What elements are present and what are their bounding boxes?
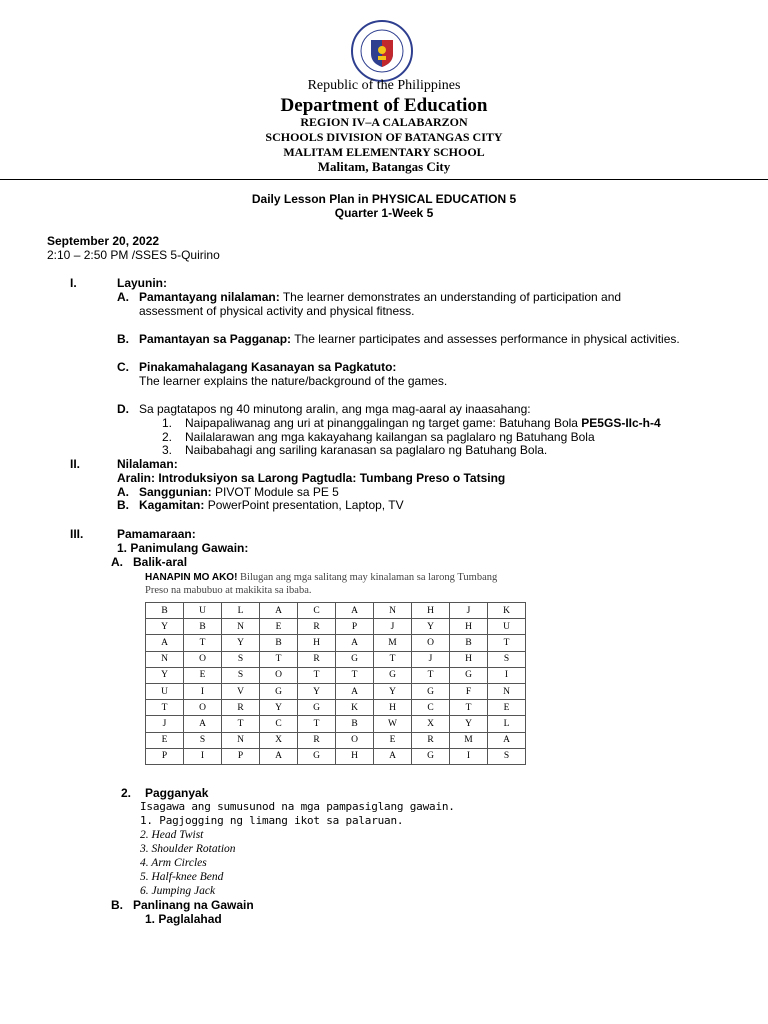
grid-cell: K <box>336 700 374 716</box>
grid-cell: C <box>412 700 450 716</box>
grid-cell: L <box>488 716 526 732</box>
grid-cell: J <box>374 619 412 635</box>
grid-cell: A <box>336 683 374 699</box>
grid-cell: I <box>184 683 222 699</box>
grid-cell: P <box>222 748 260 764</box>
item-c-letter: C. <box>117 360 129 374</box>
grid-cell: G <box>412 748 450 764</box>
grid-cell: Y <box>222 635 260 651</box>
grid-cell: A <box>336 635 374 651</box>
grid-row <box>146 667 526 683</box>
grid-cell: A <box>260 748 298 764</box>
grid-cell: M <box>450 732 488 748</box>
grid-cell: R <box>222 700 260 716</box>
grid-cell: Y <box>412 619 450 635</box>
lesson-plan-title: Daily Lesson Plan in PHYSICAL EDUCATION 5 <box>251 192 517 206</box>
reference-text: PIVOT Module sa PE 5 <box>215 485 339 499</box>
wordsearch-instr-text-2: Preso na mabubuo at makikita sa ibaba. <box>145 585 312 596</box>
competency-text: The learner explains the nature/background of the games. <box>139 374 448 388</box>
activity-3: 3. Shoulder Rotation <box>140 843 236 855</box>
objective-1-num: 1. <box>162 416 173 430</box>
grid-cell: F <box>450 683 488 699</box>
grid-cell: Y <box>146 667 184 683</box>
grid-cell: T <box>488 635 526 651</box>
grid-row <box>146 651 526 667</box>
grid-cell: A <box>184 716 222 732</box>
lesson-time-section: 2:10 – 2:50 PM /SSES 5-Quirino <box>47 248 220 262</box>
wordsearch-grid <box>145 602 526 765</box>
grid-cell: S <box>488 748 526 764</box>
activity-2: 2. Head Twist <box>140 829 204 841</box>
competency-label: Pinakamahalagang Kasanayan sa Pagkatuto: <box>139 360 397 374</box>
grid-cell: T <box>260 651 298 667</box>
grid-cell: J <box>450 603 488 619</box>
materials <box>139 498 404 512</box>
grid-cell: G <box>298 700 336 716</box>
grid-cell: I <box>488 667 526 683</box>
grid-cell: G <box>374 667 412 683</box>
grid-cell: T <box>146 700 184 716</box>
wordsearch-instr-bold: HANAPIN MO AKO! <box>145 572 238 583</box>
grid-cell: T <box>450 700 488 716</box>
grid-cell: T <box>298 667 336 683</box>
grid-cell: E <box>260 619 298 635</box>
grid-cell: S <box>222 667 260 683</box>
materials-text: PowerPoint presentation, Laptop, TV <box>207 498 404 512</box>
section-1-numeral: I. <box>70 276 77 290</box>
activity-6: 6. Jumping Jack <box>140 885 216 897</box>
grid-cell: O <box>260 667 298 683</box>
performance-standard <box>139 332 680 346</box>
grid-cell: O <box>336 732 374 748</box>
grid-cell: G <box>336 651 374 667</box>
grid-cell: E <box>488 700 526 716</box>
section-1-heading: Layunin: <box>117 276 167 290</box>
balik-aral-label: Balik-aral <box>133 555 188 569</box>
item-b3-letter: B. <box>111 898 123 912</box>
grid-cell: T <box>222 716 260 732</box>
deped-seal <box>347 20 417 82</box>
grid-row <box>146 603 526 619</box>
wordsearch-instructions <box>145 571 497 597</box>
grid-cell: H <box>336 748 374 764</box>
grid-cell: G <box>412 683 450 699</box>
lesson-date: September 20, 2022 <box>47 234 160 248</box>
grid-cell: I <box>184 748 222 764</box>
grid-cell: T <box>374 651 412 667</box>
location-line: Malitam, Batangas City <box>317 159 451 174</box>
grid-cell: Y <box>450 716 488 732</box>
aralin-title: Aralin: Introduksiyon sa Larong Pagtudla: Tumbang Preso o Tatsing <box>117 471 506 485</box>
panlinang-label: Panlinang na Gawain <box>133 898 254 912</box>
pagganyak-instructions: Isagawa ang sumusunod na mga pampasiglang gawain. <box>140 800 455 813</box>
grid-cell: V <box>222 683 260 699</box>
item-a2-letter: A. <box>117 485 129 499</box>
grid-cell: N <box>222 619 260 635</box>
activity-4: 4. Arm Circles <box>140 857 207 869</box>
grid-cell: R <box>298 732 336 748</box>
grid-cell: N <box>374 603 412 619</box>
grid-cell: H <box>412 603 450 619</box>
item-a3-letter: A. <box>111 555 123 569</box>
paglalahad: 1. Paglalahad <box>145 912 222 926</box>
grid-cell: N <box>146 651 184 667</box>
grid-cell: H <box>374 700 412 716</box>
grid-cell: T <box>336 667 374 683</box>
grid-cell: I <box>450 748 488 764</box>
grid-cell: A <box>146 635 184 651</box>
objective-2-num: 2. <box>162 430 173 444</box>
grid-cell: P <box>146 748 184 764</box>
objective-2-text: Nailalarawan ang mga kakayahang kailangan sa paglalaro ng Batuhang Bola <box>185 430 595 444</box>
grid-cell: A <box>488 732 526 748</box>
grid-row <box>146 732 526 748</box>
reference <box>139 485 339 499</box>
grid-cell: O <box>184 700 222 716</box>
grid-cell: S <box>488 651 526 667</box>
grid-cell: B <box>146 603 184 619</box>
grid-cell: Y <box>298 683 336 699</box>
item-b-letter: B. <box>117 332 129 346</box>
school-line: MALITAM ELEMENTARY SCHOOL <box>283 145 485 159</box>
activity-1: 1. Pagjogging ng limang ikot sa palaruan. <box>140 814 404 827</box>
grid-cell: X <box>412 716 450 732</box>
section-3-numeral: III. <box>70 527 84 541</box>
grid-cell: E <box>146 732 184 748</box>
content-standard-text-2: assessment of physical activity and physical fitness. <box>139 304 415 318</box>
grid-cell: G <box>260 683 298 699</box>
grid-cell: A <box>374 748 412 764</box>
grid-cell: N <box>222 732 260 748</box>
grid-cell: E <box>184 667 222 683</box>
grid-cell: R <box>298 619 336 635</box>
content-standard-text-1: The learner demonstrates an understanding of participation and <box>282 290 622 304</box>
objective-3-text: Naibabahagi ang sariling karanasan sa paglalaro ng Batuhang Bola. <box>185 443 548 457</box>
item-a-letter: A. <box>117 290 129 304</box>
grid-cell: B <box>260 635 298 651</box>
pagganyak-num: 2. <box>121 786 132 800</box>
grid-cell: A <box>260 603 298 619</box>
grid-cell: U <box>146 683 184 699</box>
section-3-heading: Pamamaraan: <box>117 527 196 541</box>
grid-cell: E <box>374 732 412 748</box>
grid-cell: C <box>260 716 298 732</box>
grid-cell: G <box>450 667 488 683</box>
grid-cell: B <box>450 635 488 651</box>
grid-cell: B <box>184 619 222 635</box>
grid-row <box>146 635 526 651</box>
content-standard <box>139 290 720 304</box>
reference-label: Sanggunian: <box>139 485 212 499</box>
grid-cell: C <box>298 603 336 619</box>
grid-cell: J <box>146 716 184 732</box>
grid-cell: P <box>336 619 374 635</box>
wordsearch-instr-text-1: Bilugan ang mga salitang may kinalaman sa larong Tumbang <box>237 572 498 583</box>
pagganyak-label: Pagganyak <box>145 786 209 800</box>
grid-cell: J <box>412 651 450 667</box>
item-d-letter: D. <box>117 402 129 416</box>
grid-cell: G <box>298 748 336 764</box>
grid-cell: B <box>336 716 374 732</box>
grid-cell: H <box>450 651 488 667</box>
grid-row <box>146 683 526 699</box>
grid-cell: U <box>184 603 222 619</box>
grid-cell: K <box>488 603 526 619</box>
section-2-heading: Nilalaman: <box>117 457 178 471</box>
grid-row <box>146 700 526 716</box>
grid-cell: T <box>412 667 450 683</box>
grid-row <box>146 619 526 635</box>
grid-cell: T <box>298 716 336 732</box>
grid-cell: O <box>412 635 450 651</box>
grid-row <box>146 748 526 764</box>
objective-1 <box>185 416 661 430</box>
grid-cell: W <box>374 716 412 732</box>
objectives-intro: Sa pagtatapos ng 40 minutong aralin, ang mga mag-aaral ay inaasahang: <box>139 402 531 416</box>
grid-cell: H <box>298 635 336 651</box>
department-title: Department of Education <box>280 95 488 116</box>
republic-line: Republic of the Philippines <box>307 78 461 93</box>
grid-cell: T <box>184 635 222 651</box>
panimulang-gawain: 1. Panimulang Gawain: <box>117 541 249 555</box>
header-divider <box>0 179 768 180</box>
grid-cell: H <box>450 619 488 635</box>
materials-label: Kagamitan: <box>139 498 205 512</box>
grid-cell: S <box>184 732 222 748</box>
performance-standard-text: The learner participates and assesses performance in physical activities. <box>294 332 680 346</box>
grid-row <box>146 716 526 732</box>
grid-cell: N <box>488 683 526 699</box>
grid-cell: U <box>488 619 526 635</box>
grid-cell: A <box>336 603 374 619</box>
quarter-week: Quarter 1-Week 5 <box>334 206 434 220</box>
grid-cell: M <box>374 635 412 651</box>
grid-cell: L <box>222 603 260 619</box>
grid-cell: S <box>222 651 260 667</box>
grid-cell: O <box>184 651 222 667</box>
activity-5: 5. Half-knee Bend <box>140 871 224 883</box>
grid-cell: R <box>298 651 336 667</box>
section-2-numeral: II. <box>70 457 81 471</box>
objective-3-num: 3. <box>162 443 173 457</box>
grid-cell: X <box>260 732 298 748</box>
region-line: REGION IV–A CALABARZON <box>300 115 468 129</box>
item-b2-letter: B. <box>117 498 129 512</box>
grid-cell: R <box>412 732 450 748</box>
grid-cell: Y <box>374 683 412 699</box>
grid-cell: Y <box>260 700 298 716</box>
performance-standard-label: Pamantayan sa Pagganap: <box>139 332 292 346</box>
objective-1-text: Naipapaliwanag ang uri at pinanggalingan ng target game: Batuhang Bola <box>185 416 582 430</box>
division-line: SCHOOLS DIVISION OF BATANGAS CITY <box>265 130 503 144</box>
content-standard-label: Pamantayang nilalaman: <box>139 290 280 304</box>
objective-1-code: PE5GS-IIc-h-4 <box>581 416 661 430</box>
grid-cell: Y <box>146 619 184 635</box>
